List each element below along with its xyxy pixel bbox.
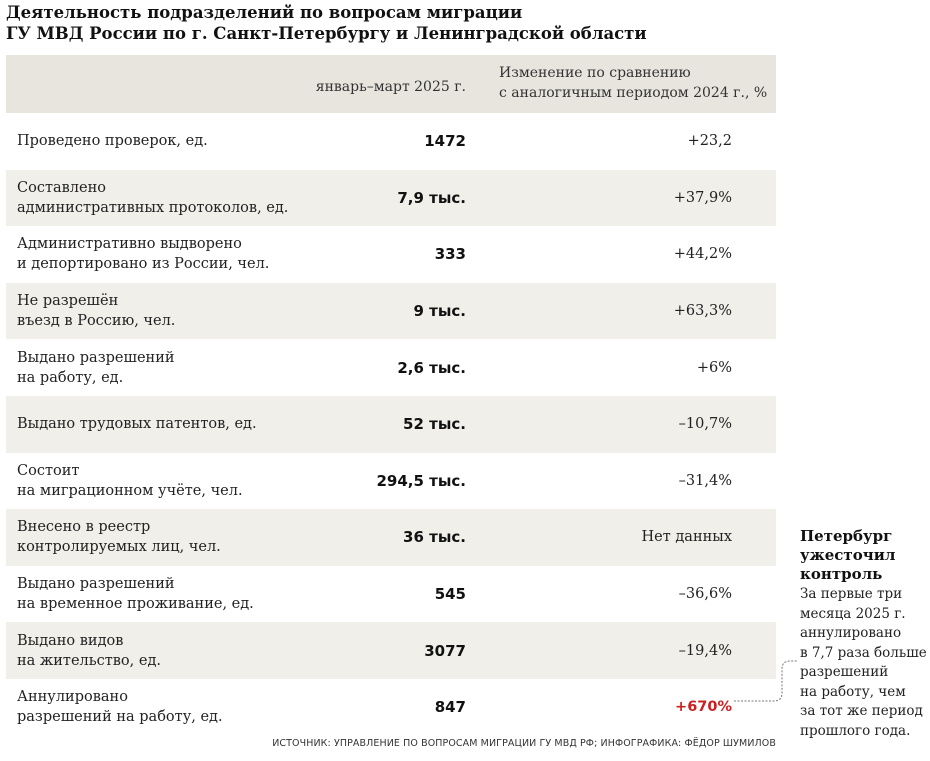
row-label-line-1: Составлено (17, 179, 106, 196)
row-change: +63,3% (673, 303, 732, 320)
table-row (6, 339, 776, 396)
row-label-line-1: Административно выдворено (17, 236, 242, 253)
row-value: 52 тыс. (403, 415, 466, 434)
row-change: +23,2 (687, 133, 732, 150)
row-value: 1472 (424, 132, 466, 151)
infographic-title (6, 2, 766, 44)
row-label-line-1: Выдано трудовых патентов, ед. (17, 416, 257, 433)
row-value: 294,5 тыс. (376, 471, 466, 490)
side-note-text-line: За первые три (800, 586, 903, 602)
title-line-2: ГУ МВД России по г. Санкт-Петербургу и Ленинградской области (6, 24, 647, 43)
row-label (17, 574, 254, 614)
side-note-title-line: ужесточил (800, 546, 896, 564)
table-header (6, 55, 776, 113)
side-note-text-line: в 7,7 раза больше (800, 644, 927, 661)
row-value: 7,9 тыс. (397, 188, 466, 207)
header-change (499, 63, 767, 103)
table-row (6, 396, 776, 453)
table-row (6, 509, 776, 566)
table-row (6, 170, 776, 227)
row-change: +6% (696, 359, 732, 376)
side-note-text-line: разрешений (800, 664, 889, 680)
table-row (6, 226, 776, 283)
row-change: Нет данных (641, 529, 732, 546)
side-note-title-line: контроль (800, 565, 883, 583)
row-label-line-2: административных протоколов, ед. (17, 199, 289, 216)
row-label-line-2: въезд в Россию, чел. (17, 313, 176, 330)
row-label-line-1: Внесено в реестр (17, 519, 151, 536)
table-row (6, 113, 776, 170)
row-label-line-1: Выдано разрешений (17, 349, 175, 366)
side-note-text-line: аннулировано (800, 625, 902, 641)
row-label-line-2: на временное проживание, ед. (17, 596, 254, 613)
migration-table (6, 55, 776, 736)
row-label (17, 178, 288, 218)
row-value: 3077 (424, 641, 466, 660)
side-note-text-line: за тот же период (800, 703, 923, 719)
row-label-line-1: Проведено проверок, ед. (17, 133, 208, 150)
row-label-line-2: и депортировано из России, чел. (17, 256, 270, 273)
row-label (17, 461, 243, 501)
row-label (17, 631, 161, 671)
side-note-title (800, 527, 930, 584)
table-row (6, 566, 776, 623)
row-label-line-1: Состоит (17, 462, 80, 479)
title-line-1: Деятельность подразделений по вопросам миграции (6, 3, 523, 22)
table-row (6, 622, 776, 679)
row-value: 545 (434, 585, 466, 604)
side-note (800, 527, 930, 741)
callout-connector (734, 655, 804, 710)
row-label (17, 348, 175, 388)
row-label (17, 291, 175, 331)
row-value: 847 (434, 698, 466, 717)
row-label (17, 414, 257, 434)
row-value: 333 (434, 245, 466, 264)
table-row (6, 283, 776, 340)
row-label-line-1: Выдано разрешений (17, 576, 175, 593)
row-change: –36,6% (678, 586, 732, 603)
row-label (17, 517, 221, 557)
row-label (17, 131, 208, 151)
row-value: 2,6 тыс. (397, 358, 466, 377)
row-label-line-2: на миграционном учёте, чел. (17, 482, 243, 499)
row-label-line-1: Не разрешён (17, 293, 119, 310)
row-label-line-2: на работу, ед. (17, 369, 124, 386)
row-change: +37,9% (673, 189, 732, 206)
header-change-line-2: с аналогичным периодом 2024 г., % (499, 85, 768, 101)
row-label-line-2: разрешений на работу, ед. (17, 709, 223, 726)
row-change: –19,4% (678, 642, 732, 659)
row-label-line-1: Выдано видов (17, 632, 124, 649)
row-label (17, 234, 269, 274)
side-note-text-line: прошлого года. (800, 722, 911, 739)
header-period: январь–март 2025 г. (315, 79, 466, 95)
side-note-title-line: Петербург (800, 527, 893, 545)
row-label-line-1: Аннулировано (17, 689, 128, 706)
side-note-text (800, 585, 930, 741)
table-row (6, 453, 776, 510)
side-note-text-line: на работу, чем (800, 683, 906, 700)
header-change-line-1: Изменение по сравнению (499, 65, 691, 81)
row-change: –31,4% (678, 472, 732, 489)
row-label-line-2: на жительство, ед. (17, 652, 162, 669)
row-change: +44,2% (673, 246, 732, 263)
row-label (17, 687, 223, 727)
row-value: 9 тыс. (413, 302, 466, 321)
source-credit: ИСТОЧНИК: УПРАВЛЕНИЕ ПО ВОПРОСАМ МИГРАЦИИ ГУ МВД РФ; ИНФОГРАФИКА: ФЁДОР ШУМИЛОВ (272, 738, 776, 749)
table-body (6, 113, 776, 736)
table-row (6, 679, 776, 736)
row-change: –10,7% (678, 416, 732, 433)
row-label-line-2: контролируемых лиц, чел. (17, 539, 221, 556)
side-note-text-line: месяца 2025 г. (800, 605, 906, 622)
row-change: +670% (675, 699, 732, 716)
row-value: 36 тыс. (403, 528, 466, 547)
